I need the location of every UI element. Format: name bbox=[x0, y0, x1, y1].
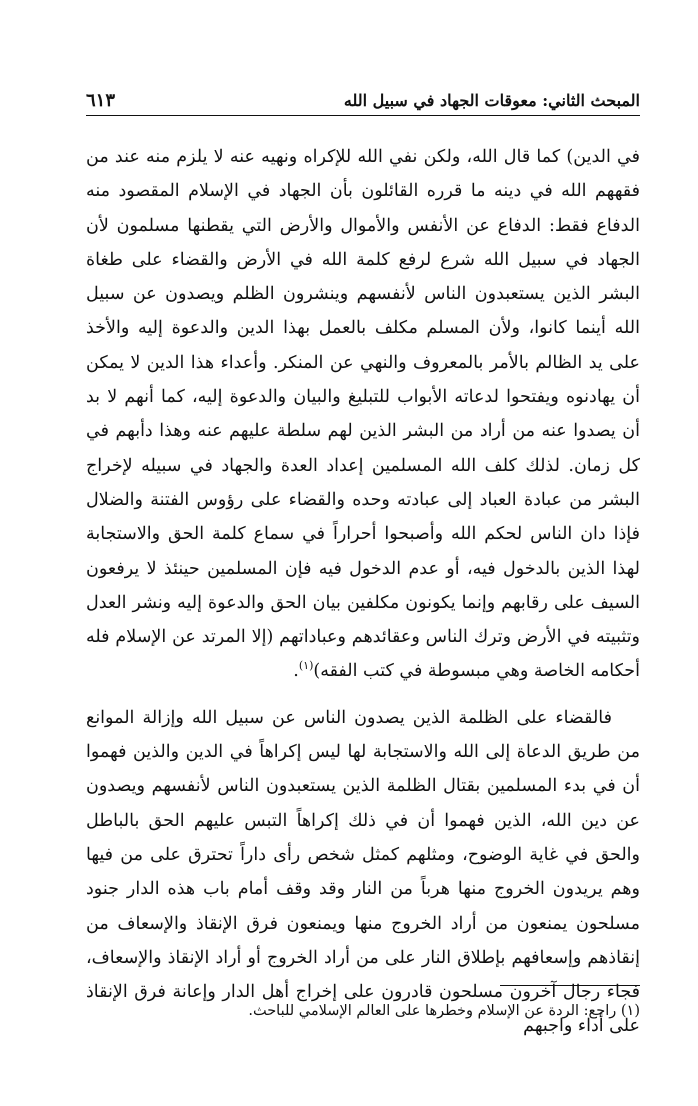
paragraph-1-text: في الدين) كما قال الله، ولكن نفي الله للإكراه ونهيه عنه لا يلزم منه عند من فقههم الله في دينه ما قرره القائلون بأن الجهاد في الإسلام المقصود منه الدفاع فقط: الدفاع عن الأنفس والأموال والأرض التي يقطنها مسلمون لأن الجهاد في سبيل الله شرع لرفع كلمة الله في الأرض والقضاء على طغاة البشر الذين يستعبدون الناس لأنفسهم وينشرون الظلم ويصدون عن سبيل الله أينما كانوا، ولأن المسلم مكلف بالعمل بهذا الدين والدعوة إليه والأخذ على يد الظالم بالأمر بالمعروف والنهي عن المنكر. وأعداء هذا الدين لا يمكن أن يهادنوه ويفتحوا لدعاته الأبواب للتبليغ والبيان والدعوة إليه، كما أنهم لا بد أن يصدوا عنه من أراد من البشر الذين لهم سلطة عليهم عنه وهذا دأبهم في كل زمان. لذلك كلف الله المسلمين إعداد العدة والجهاد في سبيله لإخراج البشر من عبادة العباد إلى عبادته وحده والقضاء على رؤوس الفتنة والضلال فإذا دان الناس لحكم الله وأصبحوا أحراراً في سماع كلمة الحق والاستجابة لهذا الذين بالدخول فيه، أو عدم الدخول فيه فإن المسلمين حينئذ لا يرفعون السيف على رقابهم وإنما يكونون مكلفين بيان الحق والدعوة إليه ونشر العدل وتثبيته في الأرض وترك الناس وعقائدهم وعباداتهم (إلا المرتد عن الإسلام فله أحكامه الخاصة وهي مبسوطة في كتب الفقه) bbox=[86, 147, 640, 682]
footnote: (١) راجع: الردة عن الإسلام وخطرها على العالم الإسلامي للباحث. bbox=[248, 1003, 640, 1019]
footnote-reference: (١) bbox=[298, 659, 314, 673]
body-text bbox=[86, 140, 640, 1044]
running-header bbox=[86, 86, 640, 116]
footnote-divider bbox=[500, 985, 640, 986]
page-number: ٦١٣ bbox=[86, 90, 116, 111]
paragraph-2: فالقضاء على الظلمة الذين يصدون الناس عن سبيل الله وإزالة الموانع من طريق الدعاة إلى الله والاستجابة لها ليس إكراهاً في الدين والذين فهموا أن في بدء المسلمين بقتال الظلمة الذين يستعبدون الناس لأنفسهم ويصدون عن دين الله، الذين فهموا أن في ذلك إكراهاً التبس عليهم الحق بالباطل والحق في غاية الوضوح، ومثلهم كمثل شخص رأى داراً تحترق على من فيها وهم يريدون الخروج منها هرباً من النار وقد وقف أمام باب هذه الدار جنود مسلحون يمنعون من أراد الخروج منها ويمنعون فرق الإنقاذ والإسعاف من إنقاذهم وإسعافهم بإطلاق النار على من أراد الخروج أو أراد الإنقاذ والإسعاف، فجاء رجال آخرون مسلحون قادرون على إخراج أهل الدار وإعانة فرق الإنقاذ على أداء واجبهم bbox=[86, 707, 640, 1037]
running-title: المبحث الثاني: معوقات الجهاد في سبيل الله bbox=[343, 91, 640, 110]
paragraph-1: في الدين) كما قال الله، ولكن نفي الله للإكراه ونهيه عنه لا يلزم منه عند من فقههم الله في دينه ما قرره القائلون بأن الجهاد في الإسلام المقصود منه الدفاع فقط: الدفاع عن الأنفس والأموال والأرض التي يقطنها مسلمون لأن الجهاد في سبيل الله شرع لرفع كلمة الله في الأرض والقضاء على طغاة البشر الذين يستعبدون الناس لأنفسهم وينشرون الظلم ويصدون عن سبيل الله أينما كانوا، ولأن المسلم مكلف بالعمل بهذا الدين والدعوة إليه والأخذ على يد الظالم بالأمر بالمعروف والنهي عن المنكر. وأعداء هذا الدين لا يمكن أن يهادنوه ويفتحوا لدعاته الأبواب للتبليغ والبيان والدعوة إليه، كما أنهم لا بد أن يصدوا عنه من أراد من البشر الذين لهم سلطة عليهم عنه وهذا دأبهم في كل زمان. لذلك كلف الله المسلمين إعداد العدة والجهاد في سبيله لإخراج البشر من عبادة العباد إلى عبادته وحده والقضاء على رؤوس الفتنة والضلال فإذا دان الناس لحكم الله وأصبحوا أحراراً في سماع كلمة الحق والاستجابة لهذا الذين بالدخول فيه، أو عدم الدخول فيه فإن المسلمين حينئذ لا يرفعون السيف على رقابهم وإنما يكونون مكلفين بيان الحق والدعوة إليه ونشر العدل وتثبيته في الأرض وترك الناس وعقائدهم وعباداتهم (إلا المرتد عن الإسلام فله أحكامه الخاصة وهي مبسوطة في كتب الفقه)$^{(١)}$. bbox=[86, 147, 640, 682]
